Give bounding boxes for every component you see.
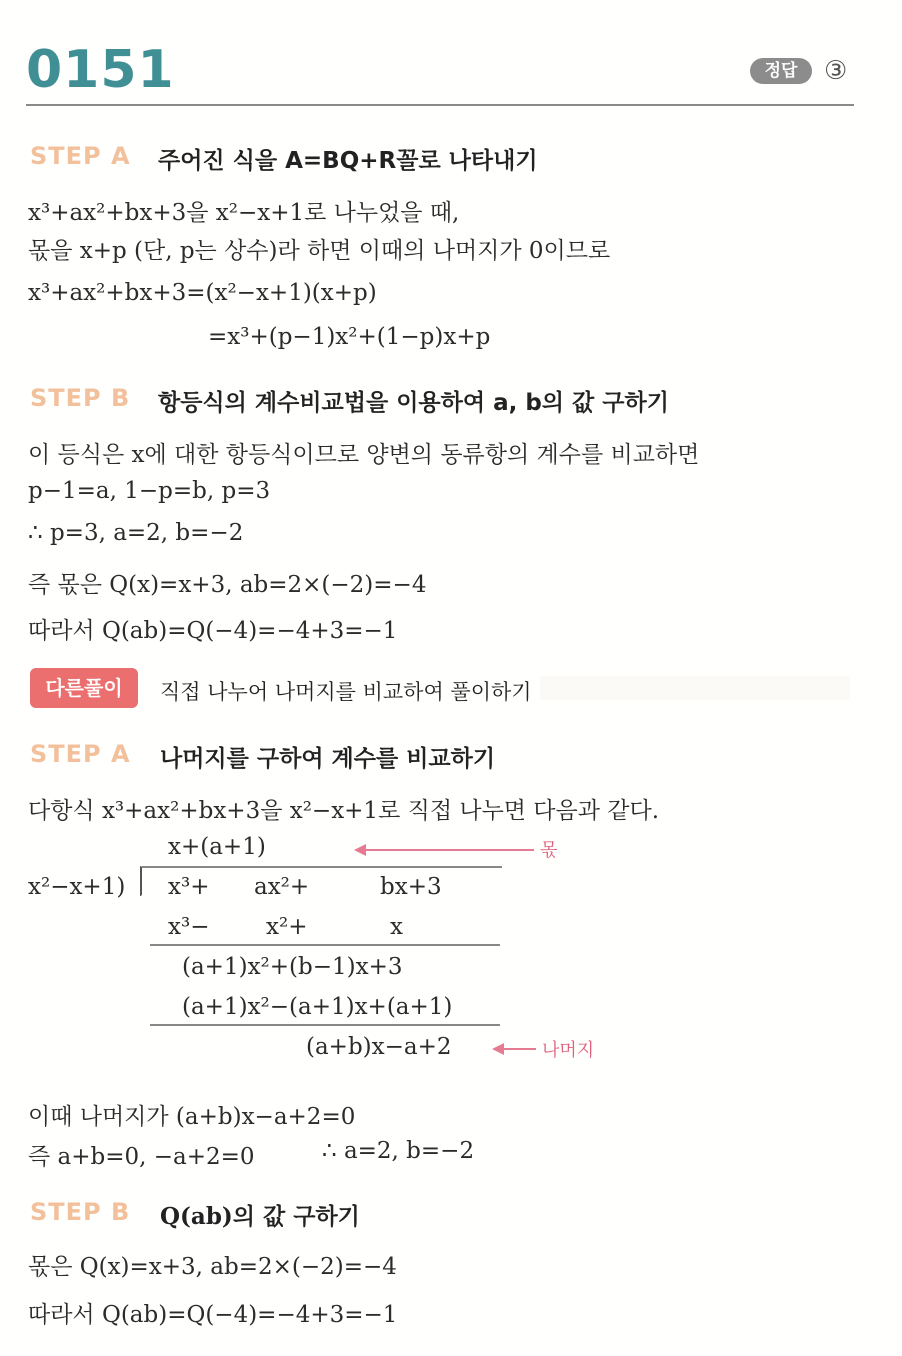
step-a-line3: x³+ax²+bx+3=(x²−x+1)(x+p) [28, 280, 377, 306]
problem-number: 0151 [26, 40, 175, 100]
division-bar-1 [150, 944, 500, 946]
alt-title-band [540, 676, 850, 700]
division-bracket [140, 866, 142, 896]
dividend-term-3: bx+3 [380, 874, 442, 900]
alt-step-a-line1: 이때 나머지가 (a+b)x−a+2=0 [28, 1104, 356, 1130]
remainder-note: 나머지 [542, 1040, 595, 1061]
step-b-line2: p−1=a, 1−p=b, p=3 [28, 478, 271, 504]
answer-value: ③ [824, 56, 848, 86]
division-remainder-1: (a+1)x²+(b−1)x+3 [182, 954, 403, 980]
remainder-arrow-line [502, 1048, 536, 1050]
step-b-title: 항등식의 계수비교법을 이용하여 a, b의 값 구하기 [158, 390, 669, 416]
alt-step-a-label: STEP A [30, 740, 131, 768]
quotient-note: 몫 [540, 840, 558, 861]
step-b-line3: ∴ p=3, a=2, b=−2 [28, 520, 244, 546]
step-b-line1: 이 등식은 x에 대한 항등식이므로 양변의 동류항의 계수를 비교하면 [28, 442, 700, 468]
alt-solution-title: 직접 나누어 나머지를 비교하여 풀이하기 [160, 680, 532, 704]
alt-step-b-label: STEP B [30, 1198, 131, 1226]
alt-step-b-line1: 몫은 Q(x)=x+3, ab=2×(−2)=−4 [28, 1254, 397, 1280]
subtrahend-1-term-1: x³− [168, 914, 210, 940]
dividend-term-1: x³+ [168, 874, 210, 900]
step-b-line5: 따라서 Q(ab)=Q(−4)=−4+3=−1 [28, 618, 398, 644]
subtrahend-2: (a+1)x²−(a+1)x+(a+1) [182, 994, 453, 1020]
step-a-line2: 몫을 x+p (단, p는 상수)라 하면 이때의 나머지가 0이므로 [28, 238, 611, 264]
alt-step-a-title: 나머지를 구하여 계수를 비교하기 [160, 746, 496, 772]
alt-step-b-title: Q(ab)의 값 구하기 [160, 1203, 360, 1230]
step-a-line4: =x³+(p−1)x²+(1−p)x+p [208, 324, 491, 350]
division-quotient: x+(a+1) [168, 834, 266, 860]
alt-step-a-line2a: 즉 a+b=0, −a+2=0 [28, 1144, 255, 1170]
step-a-line1: x³+ax²+bx+3을 x²−x+1로 나누었을 때, [28, 200, 460, 226]
division-bar-2 [150, 1024, 500, 1026]
quotient-arrow-line [364, 849, 534, 851]
header-divider [26, 104, 854, 106]
subtrahend-1-term-3: x [390, 914, 403, 940]
answer-badge: 정답 [750, 58, 812, 84]
division-remainder: (a+b)x−a+2 [306, 1034, 452, 1060]
division-divisor: x²−x+1) [28, 874, 126, 900]
alt-step-a-intro: 다항식 x³+ax²+bx+3을 x²−x+1로 직접 나누면 다음과 같다. [28, 798, 660, 824]
alt-step-b-line2: 따라서 Q(ab)=Q(−4)=−4+3=−1 [28, 1302, 398, 1328]
division-top-bar [142, 866, 502, 868]
alt-solution-badge: 다른풀이 [30, 668, 138, 708]
dividend-term-2: ax²+ [254, 874, 310, 900]
subtrahend-1-term-2: x²+ [266, 914, 308, 940]
step-a-title: 주어진 식을 A=BQ+R꼴로 나타내기 [158, 148, 538, 174]
step-b-label: STEP B [30, 384, 131, 412]
step-a-label: STEP A [30, 142, 131, 170]
alt-step-a-line2b: ∴ a=2, b=−2 [322, 1138, 475, 1164]
step-b-line4: 즉 몫은 Q(x)=x+3, ab=2×(−2)=−4 [28, 572, 427, 598]
